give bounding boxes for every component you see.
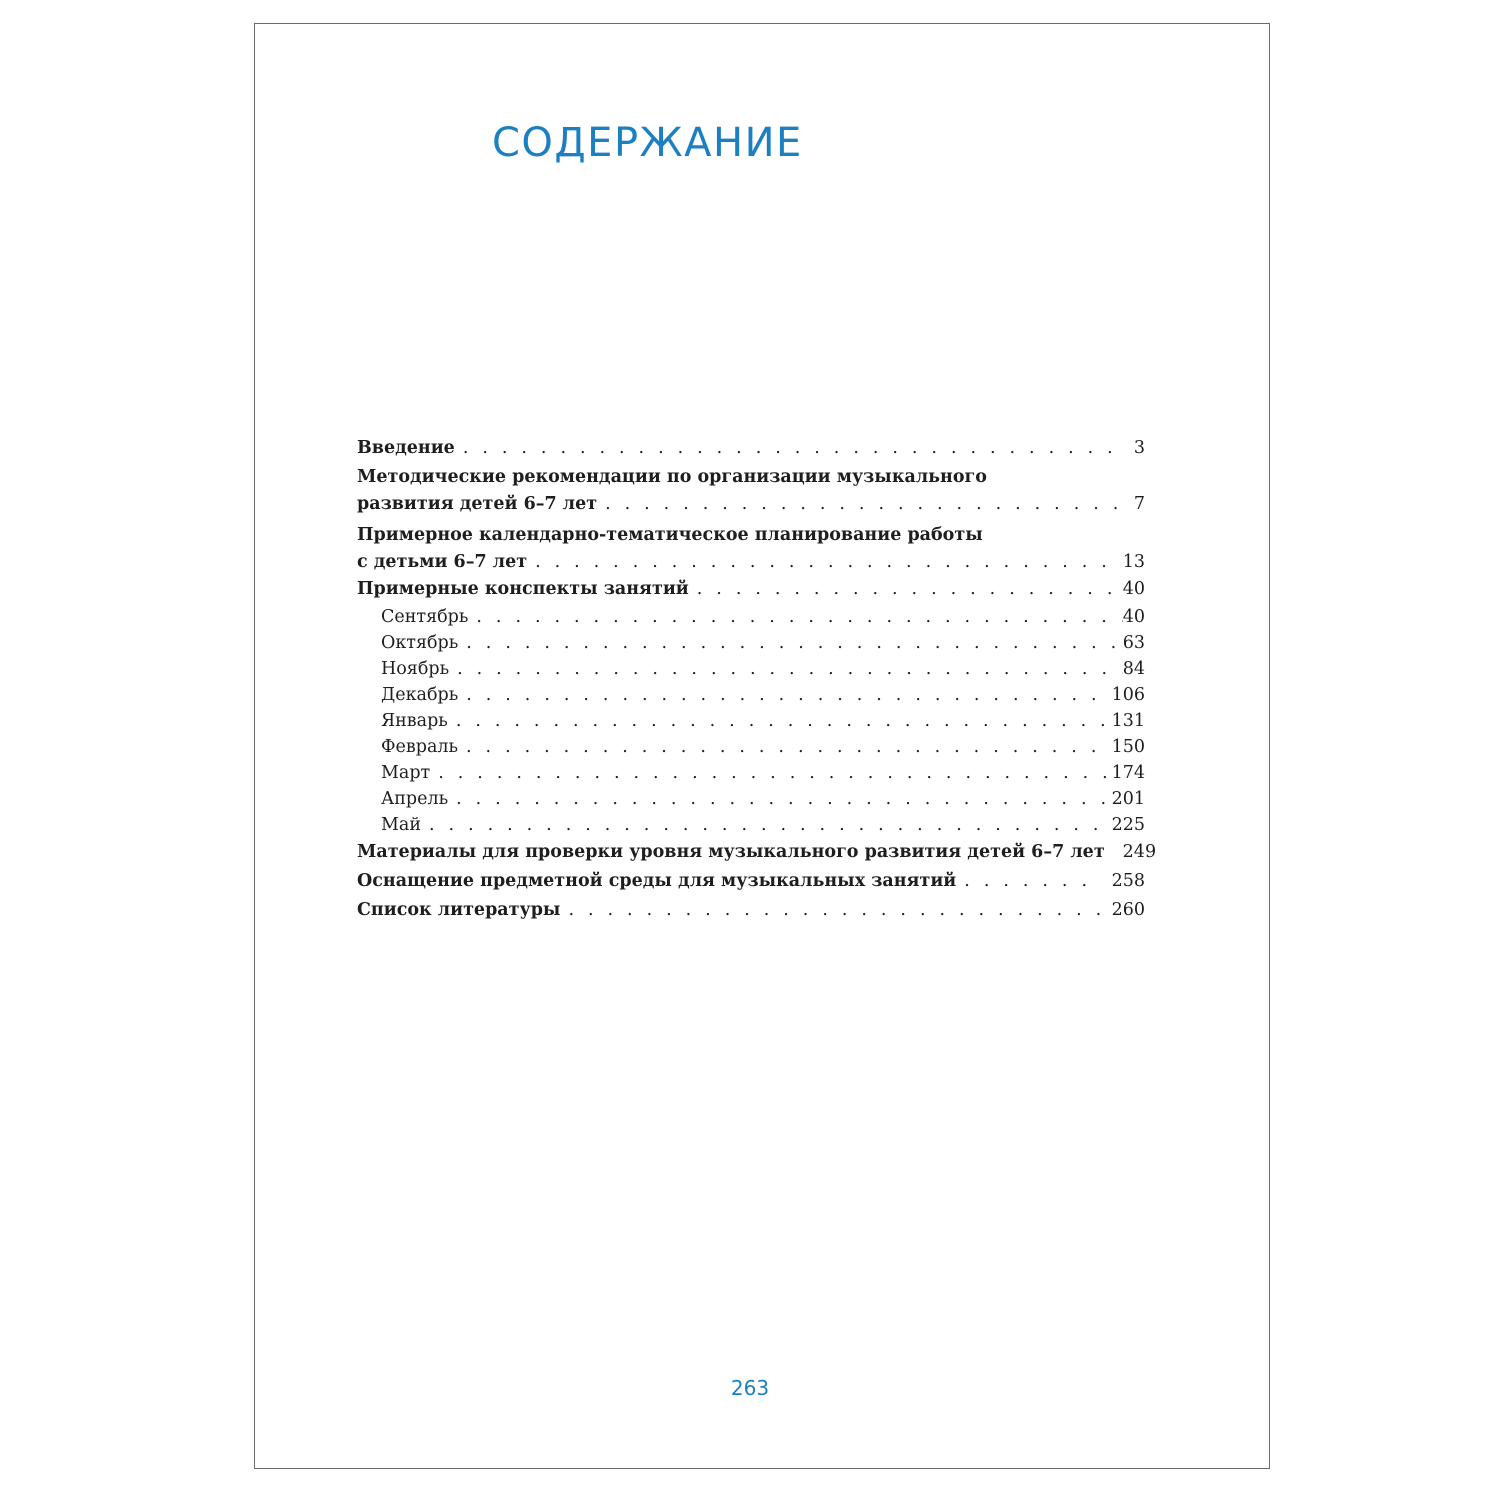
- toc-subentry-label: Октябрь: [381, 633, 459, 653]
- toc-subentry-month: [357, 786, 1145, 812]
- dot-leader: [457, 656, 1123, 682]
- dot-leader: [568, 896, 1101, 925]
- toc-entry-page: 13: [1122, 552, 1145, 572]
- table-of-contents: [357, 434, 1157, 925]
- toc-subentry-page: 40: [1122, 607, 1145, 627]
- dot-leader: [466, 734, 1112, 760]
- toc-entry-equipment: [357, 867, 1145, 896]
- dot-leader: [535, 549, 1113, 575]
- toc-subentry-label: Март: [381, 763, 431, 783]
- toc-subentry-page: 84: [1122, 659, 1145, 679]
- toc-subentry-month: [357, 682, 1145, 708]
- dot-leader: [466, 682, 1111, 708]
- toc-entry-label: Введение: [357, 438, 455, 458]
- dot-leader: [466, 630, 1122, 656]
- page-number: 263: [730, 1376, 770, 1400]
- dot-leader: [605, 491, 1124, 517]
- toc-subentry-page: 174: [1111, 763, 1145, 783]
- toc-entry-page: 260: [1111, 900, 1145, 920]
- dot-leader: [964, 867, 1101, 896]
- toc-subentry-label: Май: [381, 815, 422, 835]
- toc-subentry-month: [357, 630, 1145, 656]
- toc-entry-page: 7: [1133, 494, 1145, 514]
- toc-entry-materials: [357, 838, 1157, 867]
- toc-entry-outlines: [357, 575, 1145, 604]
- toc-entry-page: 258: [1111, 871, 1145, 891]
- toc-entry-line2: [357, 491, 1145, 517]
- dot-leader: [463, 434, 1124, 463]
- toc-entry-page: 40: [1122, 579, 1145, 599]
- toc-entry-label-line1: Методические рекомендации по организации музыкального: [357, 467, 987, 487]
- toc-subentry-label: Февраль: [381, 737, 459, 757]
- toc-entry-label: Примерные конспекты занятий: [357, 579, 689, 599]
- toc-subentry-page: 106: [1111, 685, 1145, 705]
- toc-subentry-month: [357, 708, 1145, 734]
- toc-subentry-page: 201: [1111, 789, 1145, 809]
- toc-entry-planning: [357, 521, 1145, 575]
- toc-subentry-month: [357, 760, 1145, 786]
- toc-entry-page: 249: [1122, 842, 1157, 862]
- dot-leader: [697, 575, 1113, 604]
- toc-subentry-month: [357, 812, 1145, 838]
- toc-entry-line2: [357, 549, 1145, 575]
- toc-subentry-page: 131: [1111, 711, 1145, 731]
- toc-subentry-month: [357, 734, 1145, 760]
- toc-subentry-label: Сентябрь: [381, 607, 469, 627]
- toc-subentry-month: [357, 604, 1145, 630]
- toc-subentry-label: Январь: [381, 711, 448, 731]
- toc-subentry-label: Ноябрь: [381, 659, 450, 679]
- toc-subentry-page: 63: [1122, 633, 1145, 653]
- toc-entry-intro: [357, 434, 1145, 463]
- toc-entry-page: 3: [1133, 438, 1145, 458]
- toc-entry-methodic: [357, 463, 1145, 517]
- toc-subentry-label: Декабрь: [381, 685, 459, 705]
- toc-subentry-month: [357, 656, 1145, 682]
- toc-entry-label-line1: Примерное календарно-тематическое планирование работы: [357, 525, 983, 545]
- toc-subentry-page: 225: [1111, 815, 1145, 835]
- toc-entry-label: Список литературы: [357, 900, 561, 920]
- toc-entry-label: Материалы для проверки уровня музыкального развития детей 6–7 лет: [357, 842, 1105, 862]
- dot-leader: [456, 708, 1112, 734]
- page-title: СОДЕРЖАНИЕ: [492, 120, 803, 166]
- toc-subentry-label: Апрель: [381, 789, 449, 809]
- dot-leader: [438, 760, 1111, 786]
- dot-leader: [429, 812, 1112, 838]
- toc-entry-label-line2: развития детей 6–7 лет: [357, 494, 598, 514]
- dot-leader: [476, 604, 1122, 630]
- toc-entry-literature: [357, 896, 1145, 925]
- toc-subentry-page: 150: [1111, 737, 1145, 757]
- toc-entry-label-line2: с детьми 6–7 лет: [357, 552, 528, 572]
- dot-leader: [456, 786, 1111, 812]
- toc-entry-label: Оснащение предметной среды для музыкальных занятий: [357, 871, 957, 891]
